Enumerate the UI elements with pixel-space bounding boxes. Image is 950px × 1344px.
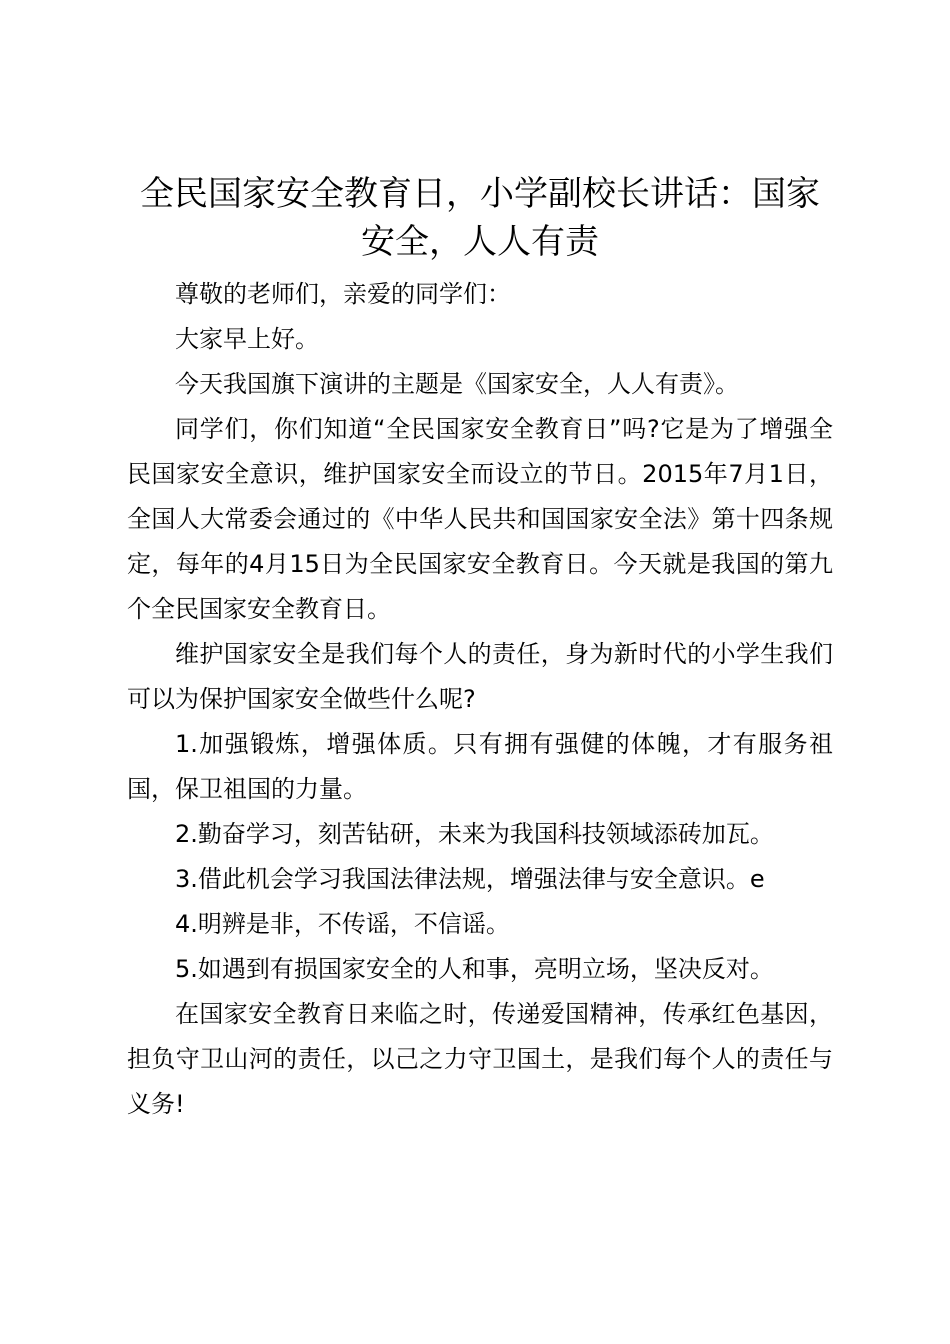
- paragraph-theme: 今天我国旗下演讲的主题是《国家安全，人人有责》。: [175, 370, 739, 398]
- paragraph-closing: 在国家安全教育日来临之时，传递爱国精神，传承红色基因，担负守卫山河的责任，以己之力守卫国土，是我们每个人的责任与义务!: [127, 1000, 833, 1118]
- paragraph-morning: 大家早上好。: [175, 325, 319, 353]
- paragraph-item-2: 2.勤奋学习，刻苦钻研，未来为我国科技领域添砖加瓦。: [175, 820, 774, 848]
- paragraph-intro: 同学们，你们知道“全民国家安全教育日”吗?它是为了增强全民国家安全意识，维护国家安全而设立的节日。2015年7月1日，全国人大常委会通过的《中华人民共和国国家安全法》第十四条规定，每年的4月15日为全民国家安全教育日。今天就是我国的第九个全民国家安全教育日。: [127, 415, 833, 623]
- document-page: [127, 170, 833, 1127]
- paragraph-question: 维护国家安全是我们每个人的责任，身为新时代的小学生我们可以为保护国家安全做些什么呢?: [127, 640, 833, 713]
- paragraph-greeting: 尊敬的老师们，亲爱的同学们：: [175, 280, 511, 308]
- paragraph-item-5: 5.如遇到有损国家安全的人和事，亮明立场，坚决反对。: [175, 955, 774, 983]
- paragraph-item-1: 1.加强锻炼，增强体质。只有拥有强健的体魄，才有服务祖国，保卫祖国的力量。: [127, 730, 833, 803]
- paragraph-item-4: 4.明辨是非，不传谣，不信谣。: [175, 910, 510, 938]
- paragraph-item-3: 3.借此机会学习我国法律法规，增强法律与安全意识。e: [175, 865, 765, 893]
- document-title: 全民国家安全教育日，小学副校长讲话：国家安全，人人有责: [140, 174, 820, 262]
